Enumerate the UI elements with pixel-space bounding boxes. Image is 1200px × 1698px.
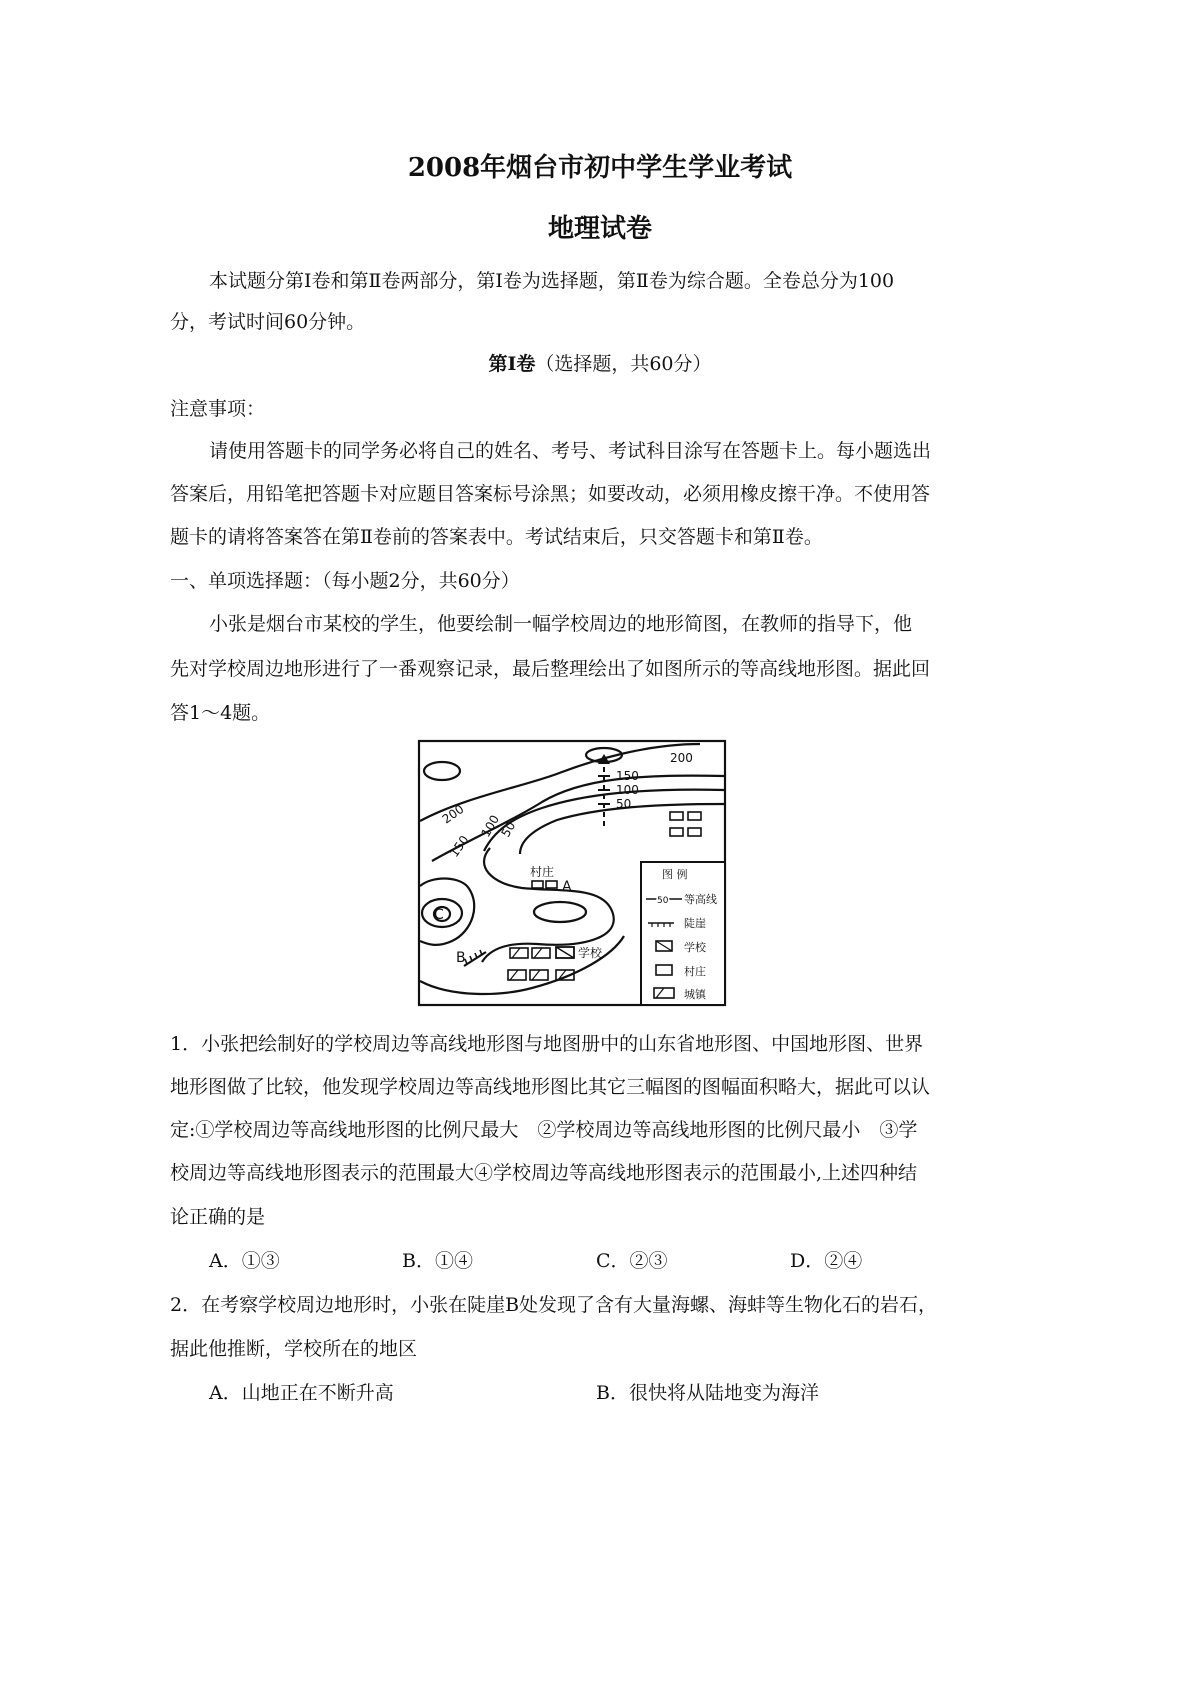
q1-line-5: 论正确的是 <box>170 1206 266 1228</box>
section1-heading: 一、单项选择题：（每小题2分，共60分） <box>170 570 520 592</box>
q1-line-1: 1．小张把绘制好的学校周边等高线地形图与地图册中的山东省地形图、中国地形图、世界 <box>170 1033 924 1055</box>
contour-label-50-w: 50 <box>498 819 519 840</box>
part1-heading-bold: 第Ⅰ卷 <box>488 353 536 375</box>
contour-map <box>412 736 732 1012</box>
q2-option-b: B．很快将从陆地变为海洋 <box>596 1382 819 1404</box>
passage-line-1: 小张是烟台市某校的学生，他要绘制一幅学校周边的地形简图，在教师的指导下，他 <box>209 613 913 635</box>
intro-line-2: 分，考试时间60分钟。 <box>170 311 366 333</box>
notice-line-3: 题卡的请将答案答在第Ⅱ卷前的答案表中。考试结束后，只交答题卡和第Ⅱ卷。 <box>170 526 823 548</box>
contour-label-100-e: 100 <box>616 783 639 797</box>
q1-option-b: B．①④ <box>402 1250 473 1272</box>
contour-label-200-w: 200 <box>439 801 467 827</box>
contour-line-150 <box>432 776 724 861</box>
legend-contour: 等高线 <box>684 893 717 906</box>
village-a-symbol <box>532 881 557 888</box>
notice-line-1: 请使用答题卡的同学务必将自己的姓名、考号、考试科目涂写在答题卡上。每小题选出 <box>209 440 932 462</box>
contour-label-150-w: 150 <box>446 832 472 860</box>
q1-line-4: 校周边等高线地形图表示的范围最大④学校周边等高线地形图表示的范围最小,上述四种结 <box>170 1162 918 1184</box>
q2-line-2: 据此他推断，学校所在的地区 <box>170 1338 418 1360</box>
legend-village: 村庄 <box>684 965 706 978</box>
part1-heading <box>0 349 1200 376</box>
q2-line-1: 2．在考察学校周边地形时，小张在陡崖B处发现了含有大量海螺、海蚌等生物化石的岩石， <box>170 1294 938 1316</box>
exam-title: 2008年烟台市初中学生学业考试 <box>407 153 793 183</box>
q1-option-d: D．②④ <box>790 1250 863 1272</box>
contour-label-150-e: 150 <box>616 769 639 783</box>
point-c-label: C <box>434 907 444 923</box>
contour-hill-a-inner <box>534 902 586 922</box>
legend-title: 图 例 <box>662 868 688 881</box>
village-label: 村庄 <box>530 865 555 879</box>
q1-line-3: 定:①学校周边等高线地形图的比例尺最大 ②学校周边等高线地形图的比例尺最小 ③学 <box>170 1119 918 1141</box>
legend-box <box>641 862 725 1005</box>
contour-label-200-ne: 200 <box>670 751 693 765</box>
q2-option-a: A．山地正在不断升高 <box>209 1382 394 1404</box>
contour-hill-nw <box>424 762 460 780</box>
school-label: 学校 <box>578 946 603 960</box>
passage-line-2: 先对学校周边地形进行了一番观察记录，最后整理绘出了如图所示的等高线地形图。据此回 <box>170 658 931 680</box>
contour-line-c-outer <box>420 879 474 945</box>
town-cluster <box>508 948 574 980</box>
legend-contour-sample: 50 <box>657 896 669 906</box>
part1-heading-rest: （选择题，共60分） <box>535 353 712 375</box>
q1-line-2: 地形图做了比较，他发现学校周边等高线地形图比其它三幅图的图幅面积略大，据此可以认 <box>170 1076 931 1098</box>
contour-label-100-w: 100 <box>478 812 503 840</box>
notice-line-2: 答案后，用铅笔把答题卡对应题目答案标号涂黑；如要改动，必须用橡皮擦干净。不使用答 <box>170 483 931 505</box>
contour-label-50-e: 50 <box>616 797 632 811</box>
intro-line-1: 本试题分第Ⅰ卷和第Ⅱ卷两部分，第Ⅰ卷为选择题，第Ⅱ卷为综合题。全卷总分为100 <box>209 270 895 292</box>
notice-label: 注意事项： <box>170 398 266 420</box>
point-b-label: B <box>456 950 466 966</box>
q1-option-c: C．②③ <box>596 1250 668 1272</box>
legend-school: 学校 <box>684 941 706 954</box>
legend-cliff: 陡崖 <box>684 917 706 930</box>
exam-subtitle: 地理试卷 <box>547 214 652 244</box>
village-cluster-ne <box>670 812 701 836</box>
legend-town: 城镇 <box>684 988 706 1001</box>
q1-option-a: A．①③ <box>209 1250 280 1272</box>
passage-line-3: 答1～4题。 <box>170 702 271 724</box>
point-a-label: A <box>562 879 572 895</box>
